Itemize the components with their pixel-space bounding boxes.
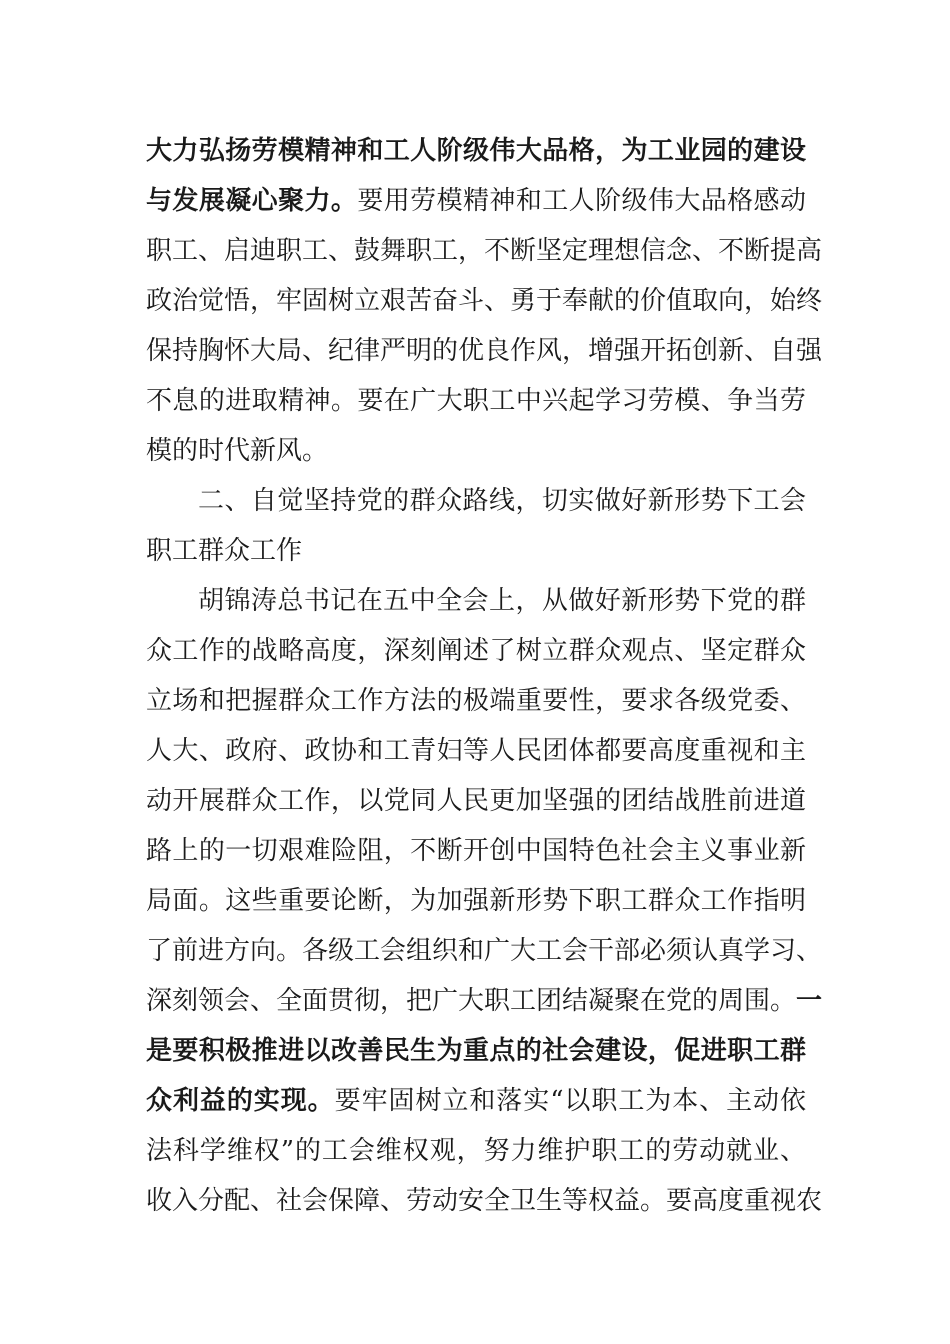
para1-line-4: 政治觉悟，牢固树立艰苦奋斗、勇于奉献的价值取向，始终 <box>146 286 823 316</box>
para2-bold-end: 众利益的实现。 <box>146 1086 335 1116</box>
para2-line-9 <box>146 976 823 1026</box>
para1-line-1: 大力弘扬劳模精神和工人阶级伟大品格，为工业园的建设 <box>146 136 806 166</box>
para2-line-11-text: 要牢固树立和落实“以职工为本、主动依 <box>334 1086 806 1116</box>
para1-line-3: 职工、启迪职工、鼓舞职工，不断坚定理想信念、不断提高 <box>146 236 823 266</box>
para2-line-12: 法科学维权”的工会维权观，努力维护职工的劳动就业、 <box>146 1136 806 1166</box>
para1-line-7: 模的时代新风。 <box>146 436 329 466</box>
para2-line-3: 立场和把握群众工作方法的极端重要性，要求各级党委、 <box>146 686 806 716</box>
para2-line-11 <box>146 1076 806 1126</box>
para2-line-9-text: 深刻领会、全面贯彻，把广大职工团结凝聚在党的周围。 <box>146 986 797 1016</box>
section-heading-line-2: 职工群众工作 <box>146 536 303 566</box>
para2-line-8: 了前进方向。各级工会组织和广大工会干部必须认真学习、 <box>146 936 823 966</box>
para2-line-6: 路上的一切艰难险阻，不断开创中国特色社会主义事业新 <box>146 836 806 866</box>
body-text <box>146 126 823 1226</box>
para2-line-13: 收入分配、社会保障、劳动安全卫生等权益。要高度重视农 <box>146 1186 823 1216</box>
para1-line-5: 保持胸怀大局、纪律严明的优良作风，增强开拓创新、自强 <box>146 336 823 366</box>
para1-bold-phrase: 与发展凝心聚力。 <box>146 186 358 216</box>
para2-line-7: 局面。这些重要论断，为加强新形势下职工群众工作指明 <box>146 886 806 916</box>
section-heading-line-1: 二、自觉坚持党的群众路线，切实做好新形势下工会 <box>198 486 806 516</box>
para2-line-5: 动开展群众工作，以党同人民更加坚强的团结战胜前进道 <box>146 786 806 816</box>
para2-line-2: 众工作的战略高度，深刻阐述了树立群众观点、坚定群众 <box>146 636 806 666</box>
para1-line-2-text: 要用劳模精神和工人阶级伟大品格感动 <box>357 186 806 216</box>
para1-line-2 <box>146 176 806 226</box>
para2-bold-start: 一 <box>796 986 823 1016</box>
para1-line-6: 不息的进取精神。要在广大职工中兴起学习劳模、争当劳 <box>146 386 806 416</box>
para2-line-1: 胡锦涛总书记在五中全会上，从做好新形势下党的群 <box>198 586 806 616</box>
para2-line-10: 是要积极推进以改善民生为重点的社会建设，促进职工群 <box>146 1036 806 1066</box>
para2-line-4: 人大、政府、政协和工青妇等人民团体都要高度重视和主 <box>146 736 806 766</box>
